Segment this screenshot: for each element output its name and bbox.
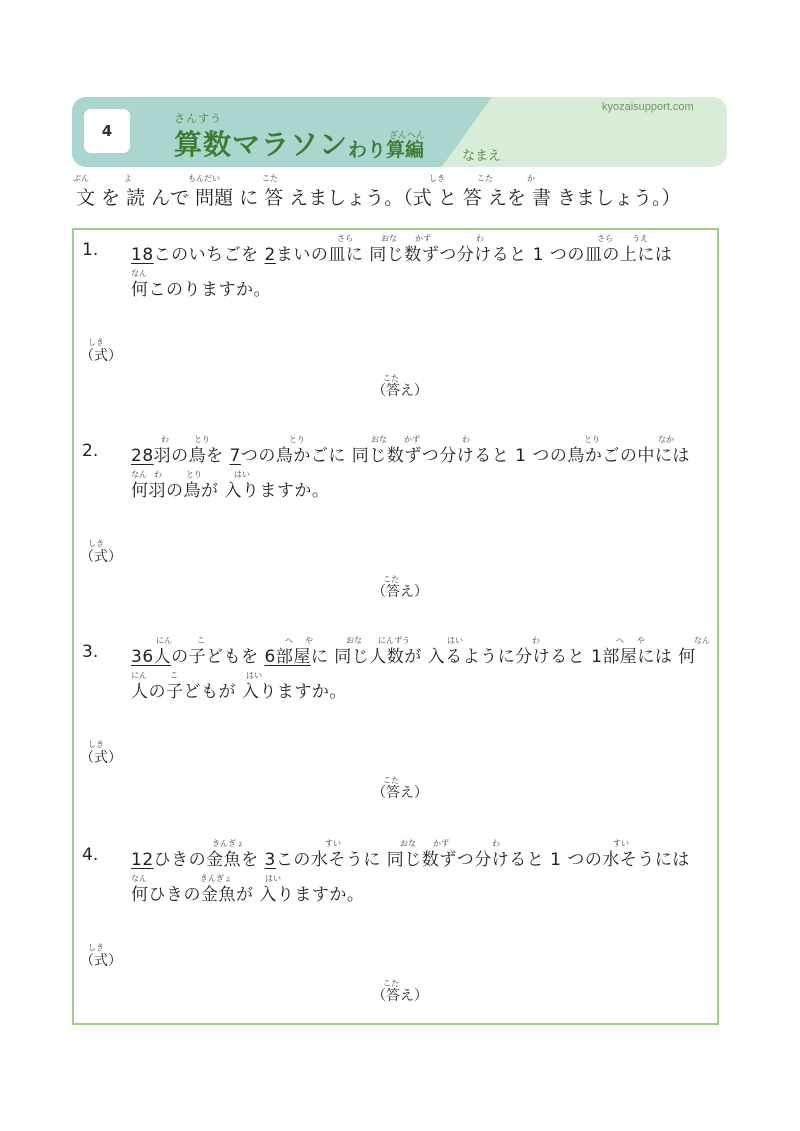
problem-ruby: はい [265,874,281,883]
kotae-ruby: こた [383,575,399,584]
title-ruby: さんすう [174,112,222,125]
shiki-ruby: しき [88,943,104,952]
problem-ruby: なん [131,874,147,883]
problem-ruby: こ [170,671,178,680]
problem-ruby: わ [154,470,162,479]
problem-ruby: わ [462,435,470,444]
underlined-number: 12 [131,850,154,870]
instruction-ruby: よ [124,174,132,183]
problem-ruby: へ [285,636,293,645]
problem-text-line2: 何羽の鳥が 入りますか。 [131,481,330,501]
problem-ruby: なか [658,435,674,444]
problem-text-line2: 何このりますか。 [131,280,271,300]
problem-ruby: はい [234,470,250,479]
instruction-text: 文 を 読 んで 問題 に 答 えましょう。（式 と 答 えを 書 きましょう。） [76,187,681,209]
problem-text-line1 [131,845,690,870]
problem-text: に 同じ人数が 入るように分けると 1部屋には 何 [310,647,696,667]
kotae-ruby: こた [383,979,399,988]
page-title: 算数マラソン [174,128,349,161]
problem-ruby: にんずう [378,636,410,645]
problem-text: ひきの金魚を [153,850,265,870]
page-subtitle: わり算編 [348,139,425,161]
problem-ruby: や [305,636,313,645]
problem-ruby: にん [131,671,147,680]
problem-ruby: とり [194,435,210,444]
underlined-number: 7 [229,446,241,466]
underlined-number: 2 [264,245,276,265]
instruction-ruby: しき [429,174,445,183]
kotae-label: （答え） [372,584,428,600]
problem-ruby: かず [415,234,431,243]
shiki-label: （式） [80,750,122,766]
problem-text: つの鳥かごに 同じ数ずつ分けると 1 つの鳥かごの中には [240,446,690,466]
problem-ruby: おな [381,234,397,243]
instruction-ruby: か [527,174,535,183]
problem-ruby: わ [492,839,500,848]
shiki-label: （式） [80,953,122,969]
site-url: kyozaisupport.com [602,101,694,113]
problem-ruby: へ [616,636,624,645]
problem-ruby: にん [156,636,172,645]
problem-ruby: とり [289,435,305,444]
problem-text: このいちごを [153,245,265,265]
instruction-ruby: こた [477,174,493,183]
kotae-label: （答え） [372,785,428,801]
shiki-label: （式） [80,348,122,364]
problem-ruby: さら [597,234,613,243]
instruction-ruby: こた [262,174,278,183]
problem-number: 3. [82,642,99,662]
worksheet-number: 4 [84,109,130,153]
underlined-number: 28 [131,446,154,466]
problem-number: 2. [82,441,99,461]
shiki-ruby: しき [88,740,104,749]
problem-ruby: きんぎょ [200,874,232,883]
underlined-number: 18 [131,245,154,265]
problem-ruby: なん [694,636,710,645]
problem-ruby: きんぎょ [212,839,244,848]
kotae-ruby: こた [383,374,399,383]
problem-ruby: すい [613,839,629,848]
problem-ruby: わ [161,435,169,444]
kotae-label: （答え） [372,988,428,1004]
problem-text: まいの皿に 同じ数ずつ分けると 1 つの皿の上には [275,245,673,265]
kotae-ruby: こた [383,776,399,785]
kotae-label: （答え） [372,383,428,399]
problem-text: の子どもを [171,647,265,667]
problem-ruby: おな [346,636,362,645]
problem-ruby: おな [371,435,387,444]
shiki-label: （式） [80,549,122,565]
instruction-ruby: ぶん [73,174,89,183]
problem-text-line1 [131,441,690,466]
subtitle-ruby: ざんへん [389,131,425,141]
problem-ruby: なん [131,470,147,479]
problem-ruby: おな [400,839,416,848]
name-label: なまえ [462,149,502,164]
problem-text: 羽の鳥を [153,446,230,466]
problem-ruby: こ [197,636,205,645]
problem-ruby: すい [325,839,341,848]
problem-ruby: はい [447,636,463,645]
problem-ruby: わ [532,636,540,645]
problem-text-line1 [131,240,672,265]
problem-ruby: うえ [632,234,648,243]
problem-text-line1 [131,642,696,667]
problem-text-line2: 何ひきの金魚が 入りますか。 [131,885,365,905]
problem-ruby: や [637,636,645,645]
underlined-number: 36人 [131,647,172,667]
problem-ruby: はい [246,671,262,680]
problem-ruby: とり [186,470,202,479]
instruction-ruby: もんだい [188,174,220,183]
underlined-number: 3 [264,850,276,870]
problem-ruby: わ [476,234,484,243]
problem-ruby: なん [131,269,147,278]
problem-text: この水そうに 同じ数ずつ分けると 1 つの水そうには [275,850,690,870]
underlined-number: 6部屋 [264,647,311,667]
problem-ruby: さら [337,234,353,243]
problem-number: 1. [82,240,99,260]
problem-text-line2: 人の子どもが 入りますか。 [131,682,347,702]
problem-ruby: かず [404,435,420,444]
problem-box [72,228,719,1025]
problem-number: 4. [82,845,99,865]
shiki-ruby: しき [88,338,104,347]
problem-ruby: とり [584,435,600,444]
shiki-ruby: しき [88,539,104,548]
problem-ruby: かず [433,839,449,848]
